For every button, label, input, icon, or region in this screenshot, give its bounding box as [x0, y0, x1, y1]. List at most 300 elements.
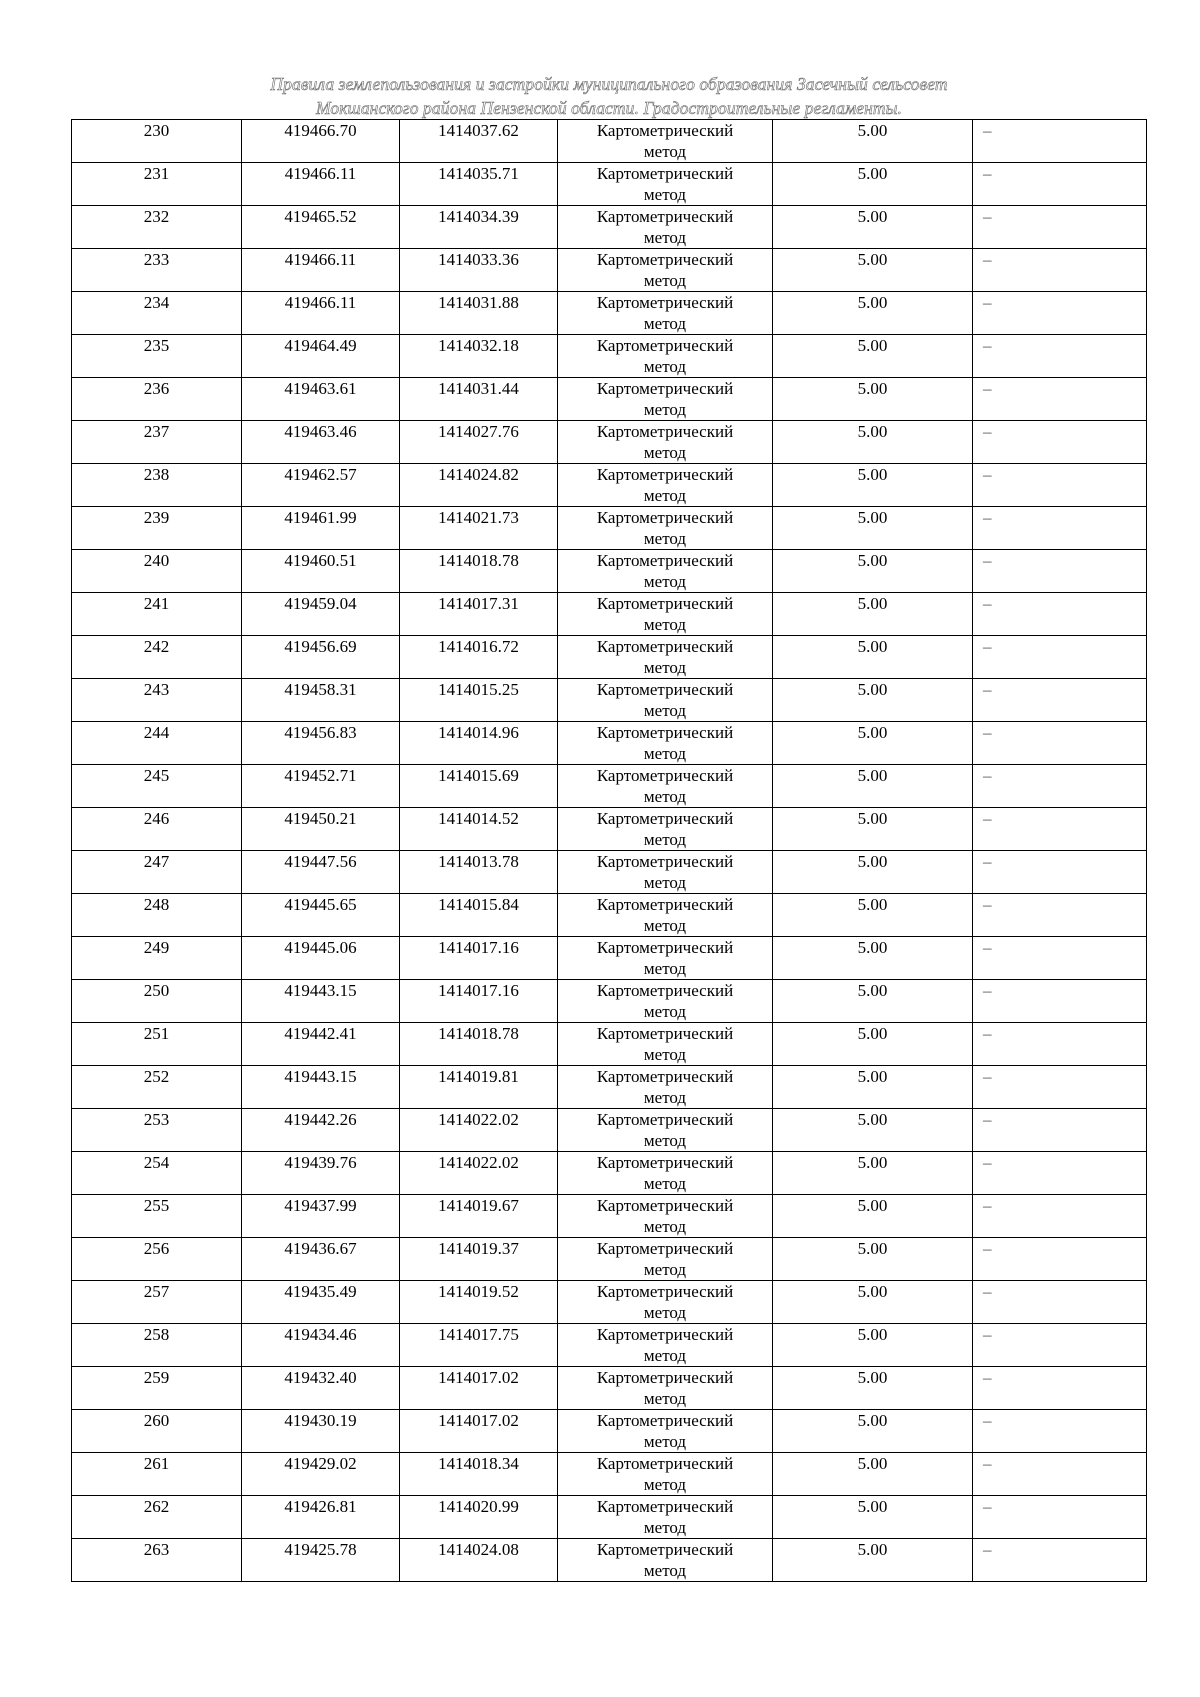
x-coordinate-cell: 419443.15 [242, 980, 400, 1023]
point-number-cell: 236 [72, 378, 242, 421]
y-coordinate-cell: 1414022.02 [400, 1109, 558, 1152]
table-row [72, 679, 1147, 722]
method-line-1: Картометрический [596, 250, 734, 269]
description-cell: – [973, 1281, 1147, 1324]
method-cell [558, 937, 773, 980]
table-row [72, 1453, 1147, 1496]
method-line-1: Картометрический [596, 1497, 734, 1516]
method-line-2: метод [643, 830, 687, 849]
table-row [72, 206, 1147, 249]
x-coordinate-cell: 419464.49 [242, 335, 400, 378]
accuracy-cell: 5.00 [773, 421, 973, 464]
method-cell [558, 1109, 773, 1152]
method-line-2: метод [643, 744, 687, 763]
point-number-cell: 255 [72, 1195, 242, 1238]
method-line-1: Картометрический [596, 723, 734, 742]
method-line-2: метод [643, 873, 687, 892]
table-row [72, 1238, 1147, 1281]
y-coordinate-cell: 1414018.34 [400, 1453, 558, 1496]
description-cell: – [973, 464, 1147, 507]
method-cell [558, 163, 773, 206]
accuracy-cell: 5.00 [773, 206, 973, 249]
x-coordinate-cell: 419439.76 [242, 1152, 400, 1195]
point-number-cell: 260 [72, 1410, 242, 1453]
method-cell [558, 636, 773, 679]
method-line-2: метод [643, 400, 687, 419]
y-coordinate-cell: 1414015.84 [400, 894, 558, 937]
y-coordinate-cell: 1414016.72 [400, 636, 558, 679]
description-cell: – [973, 636, 1147, 679]
method-line-1: Картометрический [596, 1196, 734, 1215]
table-row [72, 722, 1147, 765]
accuracy-cell: 5.00 [773, 1496, 973, 1539]
y-coordinate-cell: 1414017.02 [400, 1410, 558, 1453]
point-number-cell: 253 [72, 1109, 242, 1152]
table-row [72, 937, 1147, 980]
method-line-1: Картометрический [596, 1411, 734, 1430]
method-line-2: метод [643, 142, 687, 161]
method-line-1: Картометрический [596, 1325, 734, 1344]
method-cell [558, 1324, 773, 1367]
x-coordinate-cell: 419445.65 [242, 894, 400, 937]
x-coordinate-cell: 419452.71 [242, 765, 400, 808]
method-line-1: Картометрический [596, 766, 734, 785]
y-coordinate-cell: 1414031.44 [400, 378, 558, 421]
y-coordinate-cell: 1414017.75 [400, 1324, 558, 1367]
y-coordinate-cell: 1414018.78 [400, 550, 558, 593]
method-cell [558, 335, 773, 378]
method-line-2: метод [643, 1561, 687, 1580]
description-cell: – [973, 1453, 1147, 1496]
method-line-1: Картометрический [596, 981, 734, 1000]
accuracy-cell: 5.00 [773, 1281, 973, 1324]
x-coordinate-cell: 419436.67 [242, 1238, 400, 1281]
point-number-cell: 262 [72, 1496, 242, 1539]
x-coordinate-cell: 419429.02 [242, 1453, 400, 1496]
table-row [72, 550, 1147, 593]
accuracy-cell: 5.00 [773, 1066, 973, 1109]
x-coordinate-cell: 419456.69 [242, 636, 400, 679]
header-line-1: Правила землепользования и застройки муниципального образования Засечный сельсовет [270, 74, 948, 94]
point-number-cell: 258 [72, 1324, 242, 1367]
y-coordinate-cell: 1414020.99 [400, 1496, 558, 1539]
method-cell [558, 1453, 773, 1496]
description-cell: – [973, 722, 1147, 765]
method-line-1: Картометрический [596, 164, 734, 183]
point-number-cell: 254 [72, 1152, 242, 1195]
y-coordinate-cell: 1414019.67 [400, 1195, 558, 1238]
description-cell: – [973, 808, 1147, 851]
accuracy-cell: 5.00 [773, 1023, 973, 1066]
coordinates-table-body [72, 120, 1147, 1582]
method-line-2: метод [643, 529, 687, 548]
method-line-1: Картометрический [596, 207, 734, 226]
y-coordinate-cell: 1414024.08 [400, 1539, 558, 1582]
table-row [72, 464, 1147, 507]
table-row [72, 335, 1147, 378]
method-line-2: метод [643, 314, 687, 333]
point-number-cell: 246 [72, 808, 242, 851]
method-cell [558, 1281, 773, 1324]
method-cell [558, 1023, 773, 1066]
y-coordinate-cell: 1414014.52 [400, 808, 558, 851]
method-line-1: Картометрический [596, 1153, 734, 1172]
accuracy-cell: 5.00 [773, 507, 973, 550]
y-coordinate-cell: 1414032.18 [400, 335, 558, 378]
x-coordinate-cell: 419458.31 [242, 679, 400, 722]
accuracy-cell: 5.00 [773, 249, 973, 292]
accuracy-cell: 5.00 [773, 636, 973, 679]
method-line-2: метод [643, 1260, 687, 1279]
x-coordinate-cell: 419430.19 [242, 1410, 400, 1453]
method-line-2: метод [643, 787, 687, 806]
method-line-1: Картометрический [596, 1024, 734, 1043]
point-number-cell: 230 [72, 120, 242, 163]
method-line-2: метод [643, 572, 687, 591]
method-cell [558, 120, 773, 163]
x-coordinate-cell: 419466.11 [242, 163, 400, 206]
y-coordinate-cell: 1414019.37 [400, 1238, 558, 1281]
method-line-1: Картометрический [596, 1067, 734, 1086]
point-number-cell: 248 [72, 894, 242, 937]
table-row [72, 1539, 1147, 1582]
point-number-cell: 252 [72, 1066, 242, 1109]
description-cell: – [973, 679, 1147, 722]
y-coordinate-cell: 1414019.81 [400, 1066, 558, 1109]
point-number-cell: 263 [72, 1539, 242, 1582]
table-row [72, 894, 1147, 937]
description-cell: – [973, 1152, 1147, 1195]
description-cell: – [973, 765, 1147, 808]
method-line-1: Картометрический [596, 293, 734, 312]
y-coordinate-cell: 1414037.62 [400, 120, 558, 163]
method-cell [558, 378, 773, 421]
method-line-2: метод [643, 1432, 687, 1451]
x-coordinate-cell: 419442.26 [242, 1109, 400, 1152]
accuracy-cell: 5.00 [773, 1152, 973, 1195]
x-coordinate-cell: 419460.51 [242, 550, 400, 593]
table-row [72, 808, 1147, 851]
header-line-2: Мокшанского района Пензенской области. Градостроительные регламенты. [315, 98, 903, 118]
point-number-cell: 247 [72, 851, 242, 894]
point-number-cell: 243 [72, 679, 242, 722]
method-line-1: Картометрический [596, 1282, 734, 1301]
accuracy-cell: 5.00 [773, 464, 973, 507]
y-coordinate-cell: 1414015.69 [400, 765, 558, 808]
x-coordinate-cell: 419434.46 [242, 1324, 400, 1367]
x-coordinate-cell: 419459.04 [242, 593, 400, 636]
x-coordinate-cell: 419465.52 [242, 206, 400, 249]
y-coordinate-cell: 1414019.52 [400, 1281, 558, 1324]
description-cell: – [973, 292, 1147, 335]
method-cell [558, 507, 773, 550]
x-coordinate-cell: 419462.57 [242, 464, 400, 507]
point-number-cell: 234 [72, 292, 242, 335]
method-line-1: Картометрический [596, 852, 734, 871]
point-number-cell: 232 [72, 206, 242, 249]
accuracy-cell: 5.00 [773, 378, 973, 421]
description-cell: – [973, 120, 1147, 163]
accuracy-cell: 5.00 [773, 1539, 973, 1582]
method-line-1: Картометрический [596, 680, 734, 699]
point-number-cell: 233 [72, 249, 242, 292]
description-cell: – [973, 1410, 1147, 1453]
method-line-2: метод [643, 1217, 687, 1236]
description-cell: – [973, 593, 1147, 636]
point-number-cell: 241 [72, 593, 242, 636]
description-cell: – [973, 1195, 1147, 1238]
method-line-2: метод [643, 443, 687, 462]
table-row [72, 1152, 1147, 1195]
description-cell: – [973, 249, 1147, 292]
method-line-1: Картометрический [596, 336, 734, 355]
description-cell: – [973, 1023, 1147, 1066]
table-row [72, 636, 1147, 679]
description-cell: – [973, 1367, 1147, 1410]
accuracy-cell: 5.00 [773, 894, 973, 937]
method-line-1: Картометрический [596, 1540, 734, 1559]
table-row [72, 1195, 1147, 1238]
method-cell [558, 249, 773, 292]
method-line-2: метод [643, 271, 687, 290]
y-coordinate-cell: 1414022.02 [400, 1152, 558, 1195]
method-line-2: метод [643, 1389, 687, 1408]
method-line-2: метод [643, 1131, 687, 1150]
table-row [72, 292, 1147, 335]
method-cell [558, 1496, 773, 1539]
x-coordinate-cell: 419437.99 [242, 1195, 400, 1238]
x-coordinate-cell: 419466.11 [242, 249, 400, 292]
accuracy-cell: 5.00 [773, 1367, 973, 1410]
point-number-cell: 231 [72, 163, 242, 206]
y-coordinate-cell: 1414015.25 [400, 679, 558, 722]
method-line-1: Картометрический [596, 121, 734, 140]
method-line-2: метод [643, 486, 687, 505]
coordinates-table [71, 119, 1147, 1582]
y-coordinate-cell: 1414013.78 [400, 851, 558, 894]
point-number-cell: 238 [72, 464, 242, 507]
method-cell [558, 292, 773, 335]
method-line-2: метод [643, 615, 687, 634]
x-coordinate-cell: 419466.70 [242, 120, 400, 163]
method-cell [558, 421, 773, 464]
method-cell [558, 550, 773, 593]
x-coordinate-cell: 419445.06 [242, 937, 400, 980]
method-line-2: метод [643, 916, 687, 935]
accuracy-cell: 5.00 [773, 765, 973, 808]
description-cell: – [973, 163, 1147, 206]
table-row [72, 249, 1147, 292]
description-cell: – [973, 1109, 1147, 1152]
y-coordinate-cell: 1414021.73 [400, 507, 558, 550]
page-header [72, 72, 1146, 120]
accuracy-cell: 5.00 [773, 1195, 973, 1238]
point-number-cell: 259 [72, 1367, 242, 1410]
x-coordinate-cell: 419425.78 [242, 1539, 400, 1582]
x-coordinate-cell: 419432.40 [242, 1367, 400, 1410]
description-cell: – [973, 937, 1147, 980]
method-line-2: метод [643, 1346, 687, 1365]
x-coordinate-cell: 419443.15 [242, 1066, 400, 1109]
table-row [72, 378, 1147, 421]
accuracy-cell: 5.00 [773, 335, 973, 378]
point-number-cell: 235 [72, 335, 242, 378]
point-number-cell: 239 [72, 507, 242, 550]
method-line-1: Картометрический [596, 1454, 734, 1473]
point-number-cell: 257 [72, 1281, 242, 1324]
method-line-2: метод [643, 1088, 687, 1107]
method-line-2: метод [643, 1475, 687, 1494]
table-row [72, 1109, 1147, 1152]
description-cell: – [973, 1539, 1147, 1582]
method-cell [558, 1367, 773, 1410]
method-line-1: Картометрический [596, 1239, 734, 1258]
y-coordinate-cell: 1414017.31 [400, 593, 558, 636]
method-line-1: Картометрический [596, 1368, 734, 1387]
method-line-2: метод [643, 185, 687, 204]
method-line-2: метод [643, 1303, 687, 1322]
accuracy-cell: 5.00 [773, 722, 973, 765]
method-cell [558, 980, 773, 1023]
table-row [72, 1281, 1147, 1324]
accuracy-cell: 5.00 [773, 851, 973, 894]
x-coordinate-cell: 419456.83 [242, 722, 400, 765]
table-row [72, 163, 1147, 206]
method-cell [558, 1539, 773, 1582]
method-cell [558, 206, 773, 249]
accuracy-cell: 5.00 [773, 1238, 973, 1281]
accuracy-cell: 5.00 [773, 808, 973, 851]
x-coordinate-cell: 419461.99 [242, 507, 400, 550]
method-cell [558, 1238, 773, 1281]
method-line-2: метод [643, 357, 687, 376]
table-row [72, 1023, 1147, 1066]
method-cell [558, 593, 773, 636]
description-cell: – [973, 980, 1147, 1023]
table-row [72, 980, 1147, 1023]
accuracy-cell: 5.00 [773, 1453, 973, 1496]
method-line-1: Картометрический [596, 465, 734, 484]
accuracy-cell: 5.00 [773, 163, 973, 206]
method-line-2: метод [643, 1174, 687, 1193]
x-coordinate-cell: 419463.46 [242, 421, 400, 464]
table-row [72, 1496, 1147, 1539]
accuracy-cell: 5.00 [773, 980, 973, 1023]
point-number-cell: 237 [72, 421, 242, 464]
accuracy-cell: 5.00 [773, 937, 973, 980]
description-cell: – [973, 1238, 1147, 1281]
x-coordinate-cell: 419466.11 [242, 292, 400, 335]
x-coordinate-cell: 419447.56 [242, 851, 400, 894]
description-cell: – [973, 1066, 1147, 1109]
y-coordinate-cell: 1414014.96 [400, 722, 558, 765]
method-line-1: Картометрический [596, 379, 734, 398]
table-row [72, 1066, 1147, 1109]
y-coordinate-cell: 1414027.76 [400, 421, 558, 464]
description-cell: – [973, 1496, 1147, 1539]
method-cell [558, 808, 773, 851]
description-cell: – [973, 378, 1147, 421]
method-line-1: Картометрический [596, 594, 734, 613]
method-line-1: Картометрический [596, 637, 734, 656]
accuracy-cell: 5.00 [773, 593, 973, 636]
point-number-cell: 249 [72, 937, 242, 980]
description-cell: – [973, 851, 1147, 894]
point-number-cell: 240 [72, 550, 242, 593]
table-row [72, 1324, 1147, 1367]
accuracy-cell: 5.00 [773, 120, 973, 163]
description-cell: – [973, 550, 1147, 593]
method-line-2: метод [643, 1045, 687, 1064]
table-row [72, 1367, 1147, 1410]
point-number-cell: 256 [72, 1238, 242, 1281]
method-line-2: метод [643, 1002, 687, 1021]
accuracy-cell: 5.00 [773, 292, 973, 335]
accuracy-cell: 5.00 [773, 550, 973, 593]
method-line-2: метод [643, 1518, 687, 1537]
x-coordinate-cell: 419426.81 [242, 1496, 400, 1539]
y-coordinate-cell: 1414033.36 [400, 249, 558, 292]
point-number-cell: 244 [72, 722, 242, 765]
method-line-1: Картометрический [596, 422, 734, 441]
y-coordinate-cell: 1414018.78 [400, 1023, 558, 1066]
point-number-cell: 251 [72, 1023, 242, 1066]
method-cell [558, 1152, 773, 1195]
table-row [72, 421, 1147, 464]
method-cell [558, 1410, 773, 1453]
table-row [72, 593, 1147, 636]
method-line-2: метод [643, 959, 687, 978]
table-row [72, 1410, 1147, 1453]
method-line-2: метод [643, 228, 687, 247]
method-cell [558, 1066, 773, 1109]
description-cell: – [973, 206, 1147, 249]
y-coordinate-cell: 1414017.16 [400, 980, 558, 1023]
x-coordinate-cell: 419435.49 [242, 1281, 400, 1324]
y-coordinate-cell: 1414017.16 [400, 937, 558, 980]
y-coordinate-cell: 1414031.88 [400, 292, 558, 335]
x-coordinate-cell: 419450.21 [242, 808, 400, 851]
method-cell [558, 851, 773, 894]
y-coordinate-cell: 1414017.02 [400, 1367, 558, 1410]
point-number-cell: 250 [72, 980, 242, 1023]
description-cell: – [973, 507, 1147, 550]
x-coordinate-cell: 419442.41 [242, 1023, 400, 1066]
y-coordinate-cell: 1414034.39 [400, 206, 558, 249]
point-number-cell: 261 [72, 1453, 242, 1496]
y-coordinate-cell: 1414035.71 [400, 163, 558, 206]
method-cell [558, 894, 773, 937]
method-line-2: метод [643, 701, 687, 720]
description-cell: – [973, 894, 1147, 937]
description-cell: – [973, 335, 1147, 378]
point-number-cell: 242 [72, 636, 242, 679]
accuracy-cell: 5.00 [773, 1410, 973, 1453]
method-line-2: метод [643, 658, 687, 677]
method-cell [558, 722, 773, 765]
accuracy-cell: 5.00 [773, 679, 973, 722]
accuracy-cell: 5.00 [773, 1109, 973, 1152]
table-row [72, 507, 1147, 550]
accuracy-cell: 5.00 [773, 1324, 973, 1367]
method-cell [558, 1195, 773, 1238]
method-line-1: Картометрический [596, 1110, 734, 1129]
method-cell [558, 765, 773, 808]
point-number-cell: 245 [72, 765, 242, 808]
y-coordinate-cell: 1414024.82 [400, 464, 558, 507]
x-coordinate-cell: 419463.61 [242, 378, 400, 421]
method-cell [558, 679, 773, 722]
